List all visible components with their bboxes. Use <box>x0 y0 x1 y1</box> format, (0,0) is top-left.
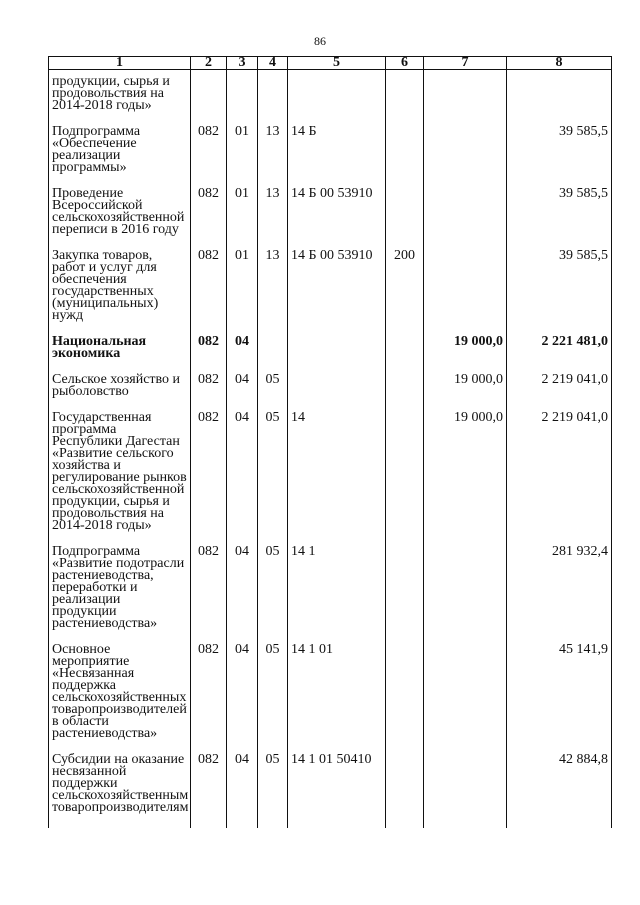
row-col8-cell: 42 884,8 <box>507 754 612 828</box>
row-col4-cell: 05 <box>258 412 288 546</box>
row-col6-cell: 200 <box>386 250 424 336</box>
row-col4-cell: 05 <box>258 546 288 644</box>
table-row <box>49 250 612 336</box>
row-col4-cell <box>258 70 288 127</box>
row-col2-cell: 082 <box>191 250 227 336</box>
budget-table <box>48 56 612 828</box>
row-col6-cell <box>386 70 424 127</box>
row-col5-cell: 14 1 <box>288 546 386 644</box>
page-number: 86 <box>314 34 326 48</box>
table-row <box>49 754 612 828</box>
row-name-cell: Закупка товаров, работ и услуг для обеспечения государственных (муниципальных) нужд <box>49 250 191 336</box>
row-col2-cell <box>191 70 227 127</box>
row-col3-cell: 04 <box>227 374 258 412</box>
row-col2-cell: 082 <box>191 336 227 374</box>
row-col8-cell: 2 221 481,0 <box>507 336 612 374</box>
row-col5-cell <box>288 336 386 374</box>
row-col3-cell: 01 <box>227 250 258 336</box>
table-row <box>49 546 612 644</box>
row-col8-cell <box>507 70 612 127</box>
row-col2-cell: 082 <box>191 644 227 754</box>
row-col6-cell <box>386 546 424 644</box>
row-name-cell: Государственная программа Республики Дагестан «Развитие сельского хозяйства и регулирование рынков сельскохозяйственной продукции, сырья и продовольствия на 2014-2018 годы» <box>49 412 191 546</box>
row-col2-cell: 082 <box>191 754 227 828</box>
row-col8-cell: 281 932,4 <box>507 546 612 644</box>
row-col3-cell: 04 <box>227 336 258 374</box>
row-name-cell: продукции, сырья и продовольствия на 2014-2018 годы» <box>49 70 191 127</box>
table-row <box>49 70 612 127</box>
row-col5-cell: 14 1 01 <box>288 644 386 754</box>
row-col4-cell: 13 <box>258 250 288 336</box>
row-col3-cell: 01 <box>227 126 258 188</box>
row-col8-cell: 39 585,5 <box>507 250 612 336</box>
row-col7-cell: 19 000,0 <box>424 412 507 546</box>
row-col4-cell <box>258 336 288 374</box>
row-name-cell: Национальная экономика <box>49 336 191 374</box>
row-name-cell: Сельское хозяйство и рыболовство <box>49 374 191 412</box>
row-col5-cell <box>288 70 386 127</box>
row-name-cell: Подпрограмма «Развитие подотрасли растениеводства, переработки и реализации продукции растениеводства» <box>49 546 191 644</box>
table-row <box>49 374 612 412</box>
row-col8-cell: 45 141,9 <box>507 644 612 754</box>
row-col5-cell: 14 Б 00 53910 <box>288 250 386 336</box>
col-header-6: 6 <box>386 57 424 70</box>
row-col7-cell <box>424 250 507 336</box>
row-col3-cell: 04 <box>227 412 258 546</box>
row-col3-cell: 04 <box>227 546 258 644</box>
col-header-8: 8 <box>507 57 612 70</box>
row-name-cell: Субсидии на оказание несвязанной поддержки сельскохозяйственным товаропроизводителям <box>49 754 191 828</box>
row-col6-cell <box>386 126 424 188</box>
row-col7-cell: 19 000,0 <box>424 336 507 374</box>
row-col4-cell: 05 <box>258 754 288 828</box>
row-col7-cell <box>424 546 507 644</box>
row-col7-cell <box>424 754 507 828</box>
row-col4-cell: 13 <box>258 188 288 250</box>
row-col6-cell <box>386 412 424 546</box>
row-col6-cell <box>386 754 424 828</box>
col-header-5: 5 <box>288 57 386 70</box>
row-col6-cell <box>386 644 424 754</box>
row-col5-cell: 14 <box>288 412 386 546</box>
col-header-4: 4 <box>258 57 288 70</box>
row-col4-cell: 05 <box>258 644 288 754</box>
row-col2-cell: 082 <box>191 126 227 188</box>
table-row <box>49 336 612 374</box>
row-col2-cell: 082 <box>191 412 227 546</box>
table-row <box>49 188 612 250</box>
col-header-3: 3 <box>227 57 258 70</box>
table-row <box>49 126 612 188</box>
row-col7-cell <box>424 644 507 754</box>
row-col7-cell: 19 000,0 <box>424 374 507 412</box>
row-col8-cell: 39 585,5 <box>507 188 612 250</box>
header-row <box>49 57 612 70</box>
row-col5-cell: 14 1 01 50410 <box>288 754 386 828</box>
row-col3-cell: 04 <box>227 754 258 828</box>
table-row <box>49 412 612 546</box>
row-col7-cell <box>424 126 507 188</box>
row-col8-cell: 2 219 041,0 <box>507 412 612 546</box>
table-row <box>49 644 612 754</box>
row-col6-cell <box>386 188 424 250</box>
row-name-cell: Проведение Всероссийской сельскохозяйственной переписи в 2016 году <box>49 188 191 250</box>
row-col4-cell: 13 <box>258 126 288 188</box>
row-name-cell: Основное мероприятие «Несвязанная поддержка сельскохозяйственных товаропроизводителей в области растениеводства» <box>49 644 191 754</box>
row-col3-cell: 04 <box>227 644 258 754</box>
row-col7-cell <box>424 188 507 250</box>
col-header-1: 1 <box>49 57 191 70</box>
row-col3-cell: 01 <box>227 188 258 250</box>
row-col3-cell <box>227 70 258 127</box>
row-col5-cell: 14 Б <box>288 126 386 188</box>
row-name-cell: Подпрограмма «Обеспечение реализации программы» <box>49 126 191 188</box>
row-col5-cell <box>288 374 386 412</box>
col-header-7: 7 <box>424 57 507 70</box>
row-col4-cell: 05 <box>258 374 288 412</box>
row-col2-cell: 082 <box>191 188 227 250</box>
row-col8-cell: 39 585,5 <box>507 126 612 188</box>
row-col8-cell: 2 219 041,0 <box>507 374 612 412</box>
row-col5-cell: 14 Б 00 53910 <box>288 188 386 250</box>
row-col7-cell <box>424 70 507 127</box>
row-col6-cell <box>386 336 424 374</box>
row-col6-cell <box>386 374 424 412</box>
col-header-2: 2 <box>191 57 227 70</box>
row-col2-cell: 082 <box>191 374 227 412</box>
row-col2-cell: 082 <box>191 546 227 644</box>
